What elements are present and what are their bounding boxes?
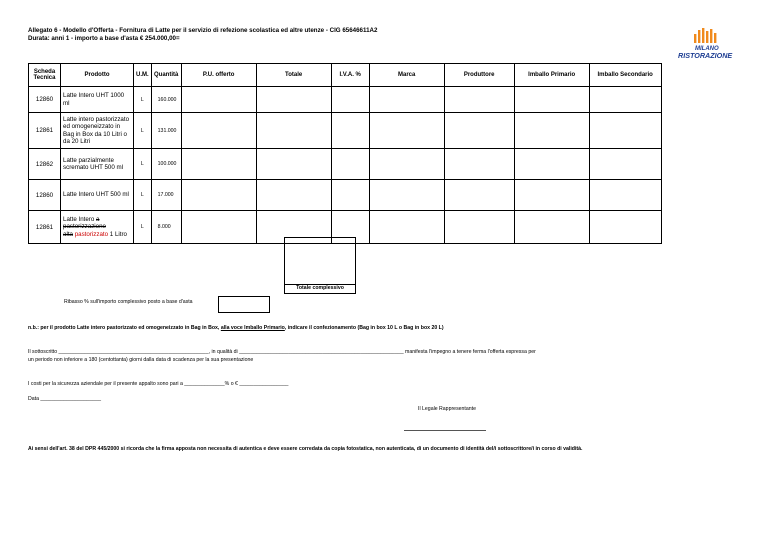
logo-line2: RISTORAZIONE [678, 51, 733, 60]
prodotto-text: 1 Litro [108, 230, 127, 238]
um-cell: L [134, 180, 152, 211]
quantita-cell: 160.000 [151, 87, 181, 113]
header-marca: Marca [369, 64, 444, 87]
sicurezza-line: I costi per la sicurezza aziendale per il presente appalto sono pari a ______________% o € _________________ [28, 381, 289, 387]
marca-input-cell[interactable] [369, 180, 444, 211]
scheda-cell: 12861 [29, 211, 61, 244]
iva-input-cell[interactable] [331, 149, 369, 180]
imballo-secondario-input-cell[interactable] [589, 113, 661, 149]
marca-input-cell[interactable] [369, 87, 444, 113]
document-title: Allegato 6 - Modello d'Offerta - Fornitura di Latte per il servizio di refezione scolastica ed altre utenze - CIG 65646611A2 [28, 27, 378, 34]
document-subtitle: Durata: anni 1 - importo a base d'asta € 254.000,00= [28, 35, 180, 42]
totale-complessivo-label: Totale complessivo [284, 284, 356, 294]
pu-input-cell[interactable] [181, 113, 256, 149]
pu-input-cell[interactable] [181, 211, 256, 244]
prodotto-text: Latte Intero [63, 215, 97, 223]
totale-cell[interactable] [256, 180, 331, 211]
prodotto-cell: Latte parzialmente scremato UHT 500 ml [61, 149, 134, 180]
offer-table [28, 63, 662, 244]
produttore-input-cell[interactable] [444, 211, 514, 244]
iva-input-cell[interactable] [331, 113, 369, 149]
scheda-cell: 12860 [29, 180, 61, 211]
scheda-cell: 12860 [29, 87, 61, 113]
produttore-input-cell[interactable] [444, 113, 514, 149]
prodotto-deleted-text: a pastorizzazione [63, 215, 106, 231]
declaration-line1: Il sottoscritto ____________________________________________________, in qualità di _________________________________________________________ manifesta l'impegno a tenere ferma l'offerta espressa per [28, 349, 536, 355]
quantita-cell: 131.000 [151, 113, 181, 149]
signature-line[interactable] [404, 430, 486, 431]
header-scheda: Scheda Tecnica [29, 64, 61, 87]
flame-icon [694, 28, 716, 43]
quantita-cell: 8.000 [151, 211, 181, 244]
um-cell: L [134, 211, 152, 244]
note-prefix: n.b.: per il prodotto Latte intero pastorizzato ed omogeneizzato in Bag in Box, [28, 325, 221, 331]
imballo-primario-input-cell[interactable] [514, 87, 589, 113]
iva-input-cell[interactable] [331, 180, 369, 211]
scheda-cell: 12861 [29, 113, 61, 149]
table-row [29, 113, 662, 149]
table-row [29, 149, 662, 180]
note-underlined: alla voce Imballo Primario [220, 325, 285, 331]
ribasso-label: Ribasso % sull'importo complessivo posto a base d'asta [64, 299, 193, 305]
header-pu: P.U. offerto [181, 64, 256, 87]
imballo-secondario-input-cell[interactable] [589, 211, 661, 244]
prodotto-deleted-text: alta [63, 230, 73, 238]
imballo-primario-input-cell[interactable] [514, 211, 589, 244]
prodotto-cell: Latte intero pastorizzato ed omogeneizzato in Bag in Box da 10 Litri o da 20 Litri [61, 113, 134, 149]
table-row [29, 180, 662, 211]
scheda-cell: 12862 [29, 149, 61, 180]
quantita-cell: 100.000 [151, 149, 181, 180]
prodotto-cell [61, 211, 134, 244]
quantita-cell: 17.000 [151, 180, 181, 211]
declaration-line2: un periodo non inferiore a 180 (centottanta) giorni dalla data di scadenza per la sua presentazione [28, 357, 254, 363]
imballo-primario-input-cell[interactable] [514, 149, 589, 180]
table-row [29, 87, 662, 113]
imballo-secondario-input-cell[interactable] [589, 149, 661, 180]
totale-cell[interactable] [256, 87, 331, 113]
totale-cell[interactable] [256, 113, 331, 149]
totale-cell[interactable] [256, 149, 331, 180]
header-produttore: Produttore [444, 64, 514, 87]
header-iva: I.V.A. % [331, 64, 369, 87]
footer-note: Ai sensi dell'art. 38 del DPR 445/2000 si ricorda che la firma apposta non necessita di autentica e deve essere corredata da copia fotostatica, non autenticata, di un documento di identità del/i sottoscrittore/i in corso di validità. [28, 446, 583, 452]
um-cell: L [134, 149, 152, 180]
ribasso-input[interactable] [218, 296, 270, 313]
header-um: U.M. [134, 64, 152, 87]
totale-complessivo-input[interactable] [284, 237, 356, 285]
marca-input-cell[interactable] [369, 113, 444, 149]
pu-input-cell[interactable] [181, 180, 256, 211]
legale-rappresentante-label: Il Legale Rappresentante [418, 406, 476, 412]
produttore-input-cell[interactable] [444, 87, 514, 113]
pu-input-cell[interactable] [181, 87, 256, 113]
data-field[interactable]: Data _____________________ [28, 396, 101, 402]
iva-input-cell[interactable] [331, 87, 369, 113]
table-header-row [29, 64, 662, 87]
prodotto-cell: Latte Intero UHT 500 ml [61, 180, 134, 211]
imballo-secondario-input-cell[interactable] [589, 180, 661, 211]
header-imballo-primario: Imballo Primario [514, 64, 589, 87]
pu-input-cell[interactable] [181, 149, 256, 180]
imballo-primario-input-cell[interactable] [514, 113, 589, 149]
imballo-primario-input-cell[interactable] [514, 180, 589, 211]
header-prodotto: Prodotto [61, 64, 134, 87]
logo-line1: MILANO [695, 46, 719, 52]
imballo-secondario-input-cell[interactable] [589, 87, 661, 113]
marca-input-cell[interactable] [369, 211, 444, 244]
header-imballo-secondario: Imballo Secondario [589, 64, 661, 87]
produttore-input-cell[interactable] [444, 149, 514, 180]
header-totale: Totale [256, 64, 331, 87]
milano-ristorazione-logo [676, 28, 738, 60]
produttore-input-cell[interactable] [444, 180, 514, 211]
header-quantita: Quantità [151, 64, 181, 87]
um-cell: L [134, 87, 152, 113]
note-text [28, 325, 444, 331]
prodotto-cell: Latte Intero UHT 1000 ml [61, 87, 134, 113]
prodotto-inserted-text: pastorizzato [72, 230, 109, 238]
note-suffix: , indicare il confezionamento (Bag in box 10 L o Bag in box 20 L) [284, 325, 444, 331]
marca-input-cell[interactable] [369, 149, 444, 180]
um-cell: L [134, 113, 152, 149]
